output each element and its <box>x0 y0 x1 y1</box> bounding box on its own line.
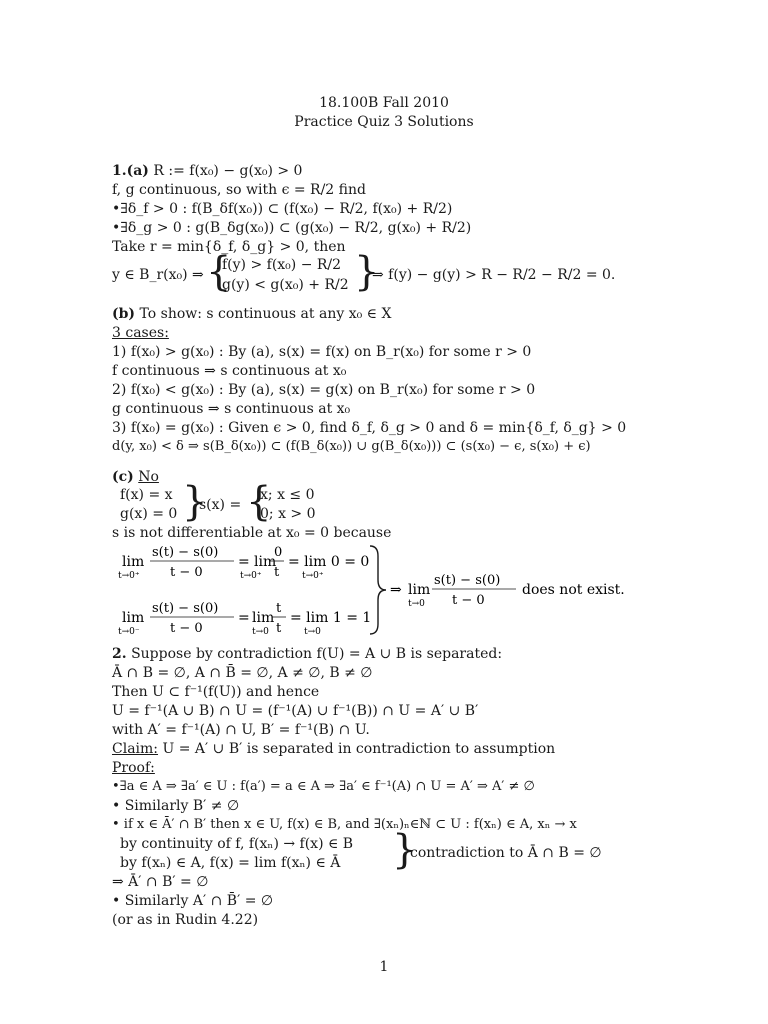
q2-line5: with A′ = f⁻¹(A) ∩ U, B′ = f⁻¹(B) ∩ U. <box>112 722 370 738</box>
q1b-label: (b) <box>112 306 136 322</box>
q1a-line2: f, g continuous, so with ϵ = R/2 find <box>112 182 366 198</box>
q1b-line1 <box>112 305 391 323</box>
q1b-text: To show: s continuous at any x₀ ∈ X <box>139 306 392 322</box>
lim-word: lim <box>122 554 145 570</box>
document-title: Practice Quiz 3 Solutions <box>294 114 474 130</box>
t-denominator: t <box>274 565 280 580</box>
lim-word: lim <box>408 582 431 598</box>
q1a-label: 1.(a) <box>112 163 149 179</box>
q2-line3: Then U ⊂ f⁻¹(f(U)) and hence <box>112 684 320 700</box>
q1b-case2-cont: g continuous ⇒ s continuous at x₀ <box>112 401 351 417</box>
q1a-implication-left: y ∈ B_r(x₀) ⇒ <box>112 267 204 283</box>
lim-sub-plus: t→0⁺ <box>240 571 262 581</box>
right-brace-icon: } <box>354 249 380 295</box>
q1b-case2: 2) f(x₀) < g(x₀) : By (a), s(x) = g(x) on B_r(x₀) for some r > 0 <box>112 382 536 398</box>
claim-text: U = A′ ∪ B′ is separated in contradiction to assumption <box>158 741 556 757</box>
q1a-text: R := f(x₀) − g(x₀) > 0 <box>153 163 303 179</box>
zero-numerator: 0 <box>274 545 283 560</box>
q1a-line5: Take r = min{δ_f, δ_g} > 0, then <box>112 239 346 255</box>
q1c-answer: No <box>138 469 159 485</box>
lim-word: lim <box>252 610 275 626</box>
svg-text:⇒: ⇒ <box>390 582 402 598</box>
q1b-case3-cont: d(y, x₀) < δ ⇒ s(B_δ(x₀)) ⊂ (f(B_δ(x₀)) ∪ g(B_δ(x₀))) ⊂ (s(x₀) − ϵ, s(x₀) + ϵ) <box>112 439 591 454</box>
frac-numerator: s(t) − s(0) <box>152 545 219 560</box>
q1a-line4: •∃δ_g > 0 : g(B_δg(x₀)) ⊂ (g(x₀) − R/2, g(x₀) + R/2) <box>112 220 472 236</box>
q2-text: Suppose by contradiction f(U) = A ∪ B is separated: <box>131 646 503 662</box>
lim-sub-zero: t→0 <box>408 599 425 609</box>
frac-denominator: t − 0 <box>452 593 485 608</box>
proof-step5: by f(xₙ) ∈ A, f(x) = lim f(xₙ) ∈ Ā <box>120 855 341 871</box>
right-brace-icon: } <box>182 479 208 525</box>
q1c-s-case1: x; x ≤ 0 <box>260 487 315 503</box>
lim-word: lim <box>254 554 277 570</box>
proof-label: Proof: <box>112 760 155 776</box>
proof-step3: • if x ∈ Ā′ ∩ B′ then x ∈ U, f(x) ∈ B, and ∃(xₙ)ₙ∈ℕ ⊂ U : f(xₙ) ∈ A, xₙ → x <box>112 817 577 832</box>
q1b-case1: 1) f(x₀) > g(x₀) : By (a), s(x) = f(x) on B_r(x₀) for some r > 0 <box>112 344 532 360</box>
frac-denominator: t − 0 <box>170 565 203 580</box>
left-brace-icon: { <box>206 249 232 295</box>
q1c-label: (c) <box>112 469 134 485</box>
lim-sub-minus: t→0⁻ <box>118 627 140 637</box>
proof-step2: • Similarly B′ ≠ ∅ <box>112 798 240 814</box>
q1a-line3: •∃δ_f > 0 : f(B_δf(x₀)) ⊂ (f(x₀) − R/2, f(x₀) + R/2) <box>112 201 453 217</box>
q1c-line1 <box>112 468 159 486</box>
q1a-case-top: f(y) > f(x₀) − R/2 <box>222 257 342 273</box>
frac-numerator: s(t) − s(0) <box>152 601 219 616</box>
left-brace-icon: { <box>246 479 272 525</box>
frac-denominator: t − 0 <box>170 621 203 636</box>
proof-step6: ⇒ Ā′ ∩ B′ = ∅ <box>112 874 209 890</box>
q2-claim <box>112 740 555 758</box>
q1a-case-bottom: g(y) < g(x₀) + R/2 <box>222 277 349 293</box>
course-heading: 18.100B Fall 2010 <box>319 95 449 111</box>
proof-step8: (or as in Rudin 4.22) <box>112 912 259 928</box>
right-brace-icon: } <box>392 827 418 873</box>
lim-sub-plus: t→0⁺ <box>302 571 324 581</box>
q1c-not-diff: s is not differentiable at x₀ = 0 because <box>112 525 392 541</box>
q2-line2: Ā ∩ B = ∅, A ∩ B̄ = ∅, A ≠ ∅, B ≠ ∅ <box>112 665 373 681</box>
frac-numerator: s(t) − s(0) <box>434 573 501 588</box>
lim-word: lim <box>122 610 145 626</box>
big-right-brace-icon <box>370 546 386 634</box>
q1c-g-def: g(x) = 0 <box>120 506 178 522</box>
lim-eq-one: = lim 1 = 1 <box>290 610 372 626</box>
lim-sub-zero: t→0 <box>252 627 269 637</box>
q2-line4: U = f⁻¹(A ∪ B) ∩ U = (f⁻¹(A) ∪ f⁻¹(B)) ∩ U = A′ ∪ B′ <box>112 703 479 719</box>
q2-label: 2. <box>112 646 127 662</box>
svg-text:=: = <box>238 610 250 626</box>
does-not-exist: does not exist. <box>522 582 625 598</box>
lim-sub-zero: t→0 <box>304 627 321 637</box>
q1a-line1 <box>112 162 302 180</box>
proof-step1: •∃a ∈ A ⇒ ∃a′ ∈ U : f(a′) = a ∈ A ⇒ ∃a′ ∈ f⁻¹(A) ∩ U = A′ ⇒ A′ ≠ ∅ <box>112 779 535 794</box>
t-numerator: t <box>276 601 282 616</box>
proof-contradiction: contradiction to Ā ∩ B = ∅ <box>410 845 602 861</box>
page-number: 1 <box>379 959 389 975</box>
lim-sub-plus: t→0⁺ <box>118 571 140 581</box>
svg-text:=: = <box>238 554 250 570</box>
q2-line1 <box>112 645 502 663</box>
limit-block <box>112 540 768 640</box>
q1b-case1-cont: f continuous ⇒ s continuous at x₀ <box>112 363 347 379</box>
proof-step4: by continuity of f, f(xₙ) → f(x) ∈ B <box>120 836 354 852</box>
claim-label: Claim: <box>112 741 159 757</box>
q1a-implication-right: ⇒ f(y) − g(y) > R − R/2 − R/2 = 0. <box>372 267 616 283</box>
proof-step7: • Similarly A′ ∩ B̄′ = ∅ <box>112 893 274 909</box>
q1c-s-eq: s(x) = <box>199 497 242 513</box>
lim-eq-zero: = lim 0 = 0 <box>288 554 370 570</box>
q1b-case3: 3) f(x₀) = g(x₀) : Given ϵ > 0, find δ_f, δ_g > 0 and δ = min{δ_f, δ_g} > 0 <box>112 420 627 436</box>
q1b-cases-heading: 3 cases: <box>112 325 169 341</box>
t-denominator: t <box>276 621 282 636</box>
q1c-f-def: f(x) = x <box>120 487 173 503</box>
q1c-s-case2: 0; x > 0 <box>260 506 316 522</box>
